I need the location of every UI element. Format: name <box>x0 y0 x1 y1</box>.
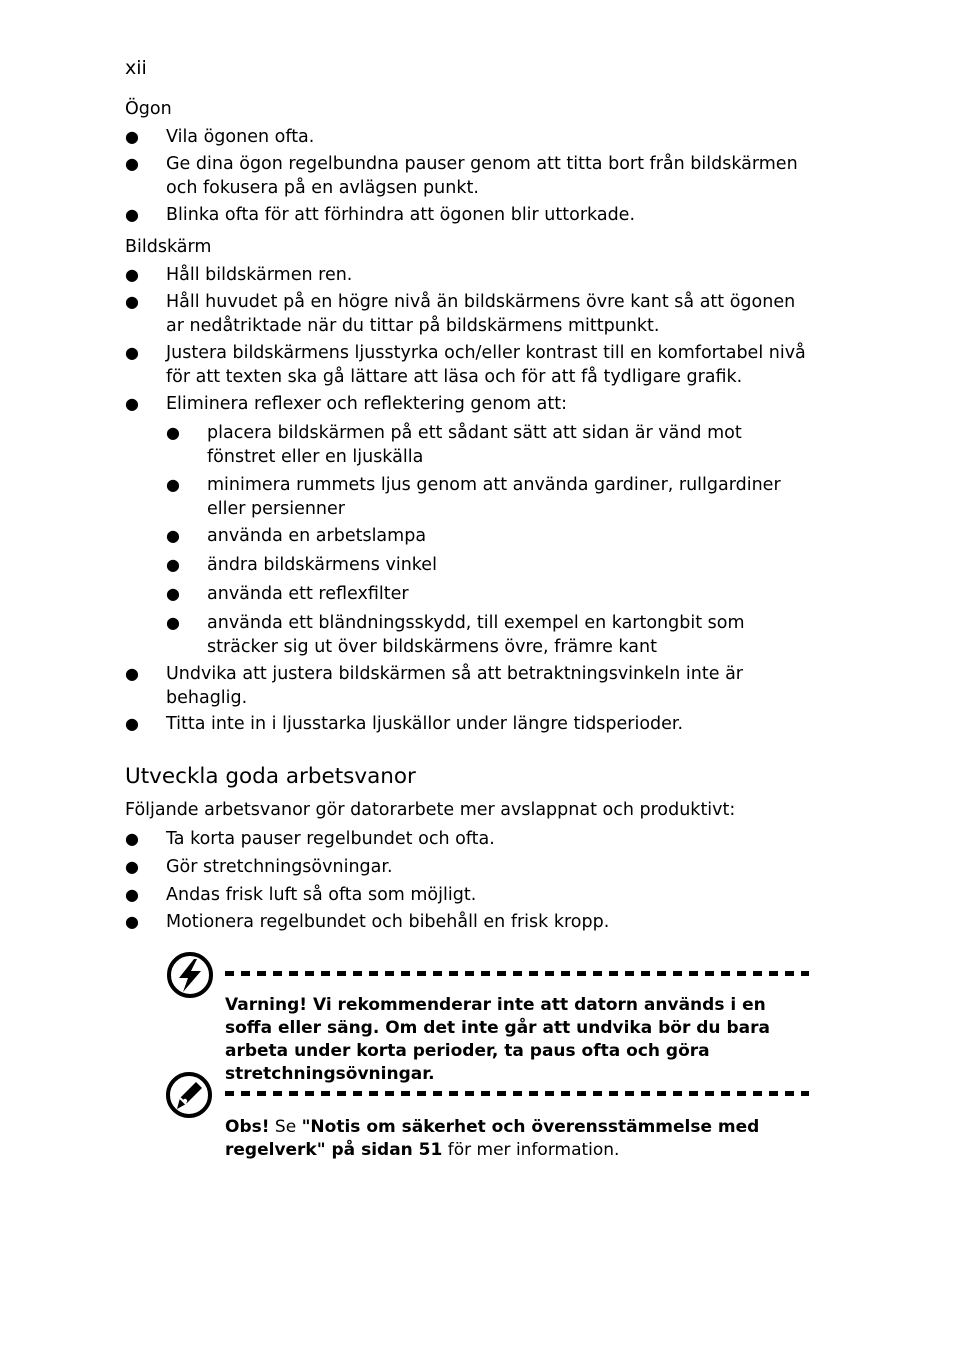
bullet: ● <box>125 714 139 733</box>
note-link[interactable]: "Notis om säkerhet och överensstämmelse med regelverk" på sidan 51 <box>225 1117 760 1160</box>
list-item: Blinka ofta för att förhindra att ögonen blir uttorkade. <box>166 205 636 225</box>
list-item: Vila ögonen ofta. <box>166 127 315 147</box>
list-item: Ge dina ögon regelbundna pauser genom att titta bort från bildskärmen och fokusera på en avlägsen punkt. <box>166 154 798 198</box>
sub-bullet: ● <box>166 584 180 603</box>
note-text <box>225 1116 805 1162</box>
section-heading-eyes: Ögon <box>125 99 172 119</box>
sub-list-item: använda ett bländningsskydd, till exempel en kartongbit som sträcker sig ut över bildskärmens övre, främre kant <box>207 613 745 657</box>
section-heading-display: Bildskärm <box>125 237 212 257</box>
list-item: Håll bildskärmen ren. <box>166 265 353 285</box>
bullet: ● <box>125 127 139 146</box>
note-divider <box>225 1091 809 1096</box>
note-pre: Se <box>269 1117 302 1137</box>
sub-bullet: ● <box>166 423 180 442</box>
note-post: för mer information. <box>442 1140 620 1160</box>
list-item: Gör stretchningsövningar. <box>166 857 393 877</box>
sub-list-item: placera bildskärmen på ett sådant sätt att sidan är vänd mot fönstret eller en ljuskälla <box>207 423 742 467</box>
list-item: Håll huvudet på en högre nivå än bildskärmens övre kant så att ögonen ar nedåtriktade när du tittar på bildskärmens mittpunkt. <box>166 292 796 336</box>
bullet: ● <box>125 885 139 904</box>
bullet: ● <box>125 912 139 931</box>
section-heading-habits: Utveckla goda arbetsvanor <box>125 764 416 789</box>
list-item: Andas frisk luft så ofta som möjligt. <box>166 885 477 905</box>
bullet: ● <box>125 829 139 848</box>
warning-text: Varning! Vi rekommenderar inte att datorn används i en soffa eller säng. Om det inte går att undvika bör du bara arbeta under korta perioder, ta paus ofta och göra stretchningsövningar. <box>225 995 770 1084</box>
bullet: ● <box>125 343 139 362</box>
sub-bullet: ● <box>166 526 180 545</box>
bullet: ● <box>125 292 139 311</box>
sub-bullet: ● <box>166 475 180 494</box>
sub-list-item: minimera rummets ljus genom att använda gardiner, rullgardiner eller persienner <box>207 475 781 519</box>
page-number: xii <box>125 57 147 79</box>
list-item: Ta korta pauser regelbundet och ofta. <box>166 829 495 849</box>
note-pen-icon <box>165 1071 213 1119</box>
bullet: ● <box>125 265 139 284</box>
bullet: ● <box>125 394 139 413</box>
sub-list-item: använda en arbetslampa <box>207 526 427 546</box>
bullet: ● <box>125 857 139 876</box>
habits-intro: Följande arbetsvanor gör datorarbete mer avslappnat och produktivt: <box>125 800 736 820</box>
warning-lightning-icon <box>166 951 214 999</box>
bullet: ● <box>125 154 139 173</box>
bullet: ● <box>125 205 139 224</box>
list-item: Undvika att justera bildskärmen så att betraktningsvinkeln inte är behaglig. <box>166 664 743 708</box>
sub-bullet: ● <box>166 613 180 632</box>
warning-divider <box>225 971 809 976</box>
sub-bullet: ● <box>166 555 180 574</box>
bullet: ● <box>125 664 139 683</box>
sub-list-item: ändra bildskärmens vinkel <box>207 555 437 575</box>
list-item: Justera bildskärmens ljusstyrka och/eller kontrast till en komfortabel nivå för att texten ska gå lättare att läsa och för att få tydligare grafik. <box>166 343 806 387</box>
list-item: Eliminera reflexer och reflektering genom att: <box>166 394 567 414</box>
note-label: Obs! <box>225 1117 270 1137</box>
list-item: Titta inte in i ljusstarka ljuskällor under längre tidsperioder. <box>166 714 684 734</box>
list-item: Motionera regelbundet och bibehåll en frisk kropp. <box>166 912 610 932</box>
sub-list-item: använda ett reflexfilter <box>207 584 409 604</box>
